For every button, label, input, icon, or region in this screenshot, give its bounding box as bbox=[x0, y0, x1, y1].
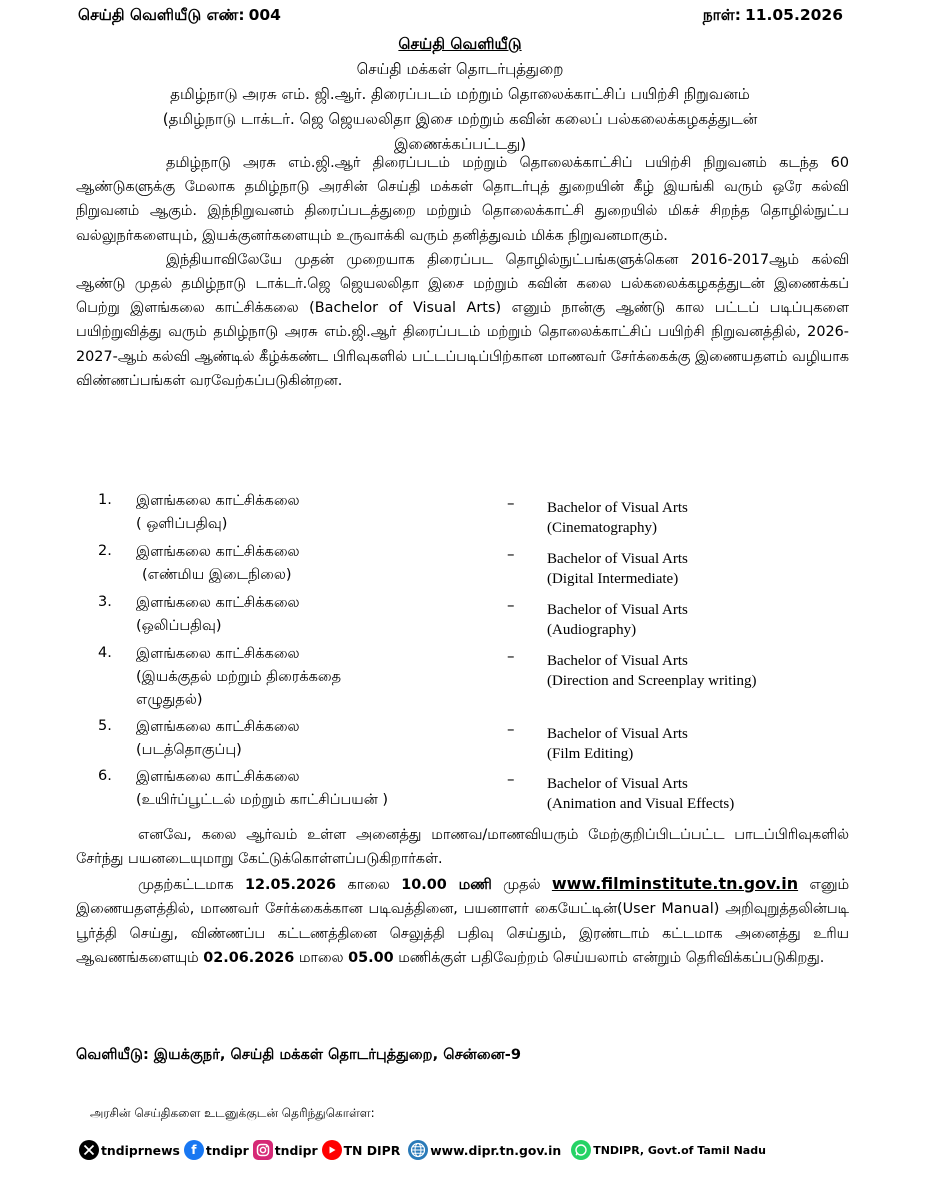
course-english-name: Bachelor of Visual Arts bbox=[547, 602, 688, 618]
social-link-website[interactable] bbox=[408, 1140, 561, 1160]
course-tamil-specialization: (எண்மிய இடைநிலை) bbox=[142, 567, 292, 583]
social-label: www.dipr.tn.gov.in bbox=[430, 1142, 562, 1158]
course-english-name: Bachelor of Visual Arts bbox=[547, 776, 688, 792]
course-separator: – bbox=[507, 596, 515, 614]
schedule-text: மணிக்குள் பதிவேற்றம் செய்யலாம் என்றும் தெரிவிக்கப்படுகிறது. bbox=[398, 950, 825, 967]
paragraph-intro: தமிழ்நாடு அரசு எம்.ஜி.ஆர் திரைப்படம் மற்றும் தொலைக்காட்சிப் பயிற்சி நிறுவனம் கடந்த 60 ஆண்டுகளுக்கு மேலாக தமிழ்நாடு அரசின் செய்தி மக்கள் தொடர்புத் துறையின் கீழ் இயங்கி வரும் ஒரே கல்வி நிறுவனம் ஆகும். இந்நிறுவனம் திரைப்படத்துறை மற்றும் தொலைக்காட்சி துறையில் மிகச் சிறந்த தொழில்நுட்ப வல்லுநர்களையும், இயக்குனர்களையும் உருவாக்கி வரும் தனித்துவம் மிக்க நிறுவனமாகும். bbox=[76, 155, 849, 244]
title-block bbox=[60, 32, 860, 157]
course-tamil-name: இளங்கலை காட்சிக்கலை bbox=[136, 646, 300, 662]
schedule-text: முதற்கட்டமாக bbox=[138, 876, 234, 893]
course-separator: – bbox=[507, 720, 515, 738]
social-link-x[interactable] bbox=[79, 1140, 180, 1160]
social-link-facebook[interactable] bbox=[184, 1140, 249, 1160]
course-english-name: Bachelor of Visual Arts bbox=[547, 500, 688, 516]
course-separator: – bbox=[507, 545, 515, 563]
social-label: tndipr bbox=[205, 1142, 249, 1158]
course-separator: – bbox=[507, 647, 515, 665]
schedule-text: காலை bbox=[347, 876, 390, 893]
document-heading: செய்தி வெளியீடு bbox=[398, 35, 522, 53]
affiliation-text: (தமிழ்நாடு டாக்டர். ஜெ ஜெயலலிதா இசை மற்றும் கவின் கலைப் பல்கலைக்கழகத்துடன் இணைக்கப்பட்டது) bbox=[162, 110, 758, 153]
body-text bbox=[76, 151, 849, 393]
social-label: tndiprnews bbox=[101, 1142, 180, 1158]
release-date-value: 11.05.2026 bbox=[744, 6, 843, 24]
institute-name: தமிழ்நாடு அரசு எம். ஜி.ஆர். திரைப்படம் மற்றும் தொலைக்காட்சிப் பயிற்சி நிறுவனம் bbox=[170, 85, 750, 103]
course-number: 5. bbox=[98, 718, 112, 734]
youtube-icon bbox=[322, 1140, 342, 1160]
course-number: 1. bbox=[98, 492, 112, 508]
course-tamil-name: இளங்கலை காட்சிக்கலை bbox=[136, 719, 300, 735]
facebook-icon: f bbox=[184, 1140, 204, 1160]
course-separator: – bbox=[507, 770, 515, 788]
course-english-name: Bachelor of Visual Arts bbox=[547, 653, 688, 669]
course-english-specialization: (Direction and Screenplay writing) bbox=[547, 673, 757, 689]
x-icon bbox=[79, 1140, 99, 1160]
whatsapp-icon bbox=[571, 1140, 591, 1160]
schedule-text: முதல் bbox=[503, 876, 541, 893]
social-label: TNDIPR, Govt.of Tamil Nadu bbox=[593, 1143, 766, 1157]
course-tamil-specialization: (படத்தொகுப்பு) bbox=[136, 742, 242, 758]
schedule-text: மாலை bbox=[298, 950, 344, 967]
start-time: 10.00 மணி bbox=[401, 876, 492, 893]
course-number: 3. bbox=[98, 594, 112, 610]
course-tamil-specialization: ( ஒளிப்பதிவு) bbox=[136, 516, 228, 532]
release-number-value: 004 bbox=[248, 6, 281, 24]
course-tamil-name: இளங்கலை காட்சிக்கலை bbox=[136, 769, 300, 785]
course-english-specialization: (Animation and Visual Effects) bbox=[547, 796, 735, 812]
course-number: 2. bbox=[98, 543, 112, 559]
course-number: 6. bbox=[98, 768, 112, 784]
department-name: செய்தி மக்கள் தொடர்புத்துறை bbox=[356, 60, 564, 78]
course-tamil-specialization-cont: எழுதுதல்) bbox=[136, 692, 203, 708]
release-number bbox=[78, 6, 285, 26]
social-media-bar bbox=[79, 1137, 770, 1163]
start-date: 12.05.2026 bbox=[245, 876, 337, 893]
release-header bbox=[78, 6, 847, 30]
course-tamil-specialization: (இயக்குதல் மற்றும் திரைக்கதை bbox=[136, 669, 342, 685]
website-link[interactable]: www.filminstitute.tn.gov.in bbox=[551, 873, 799, 893]
course-english-specialization: (Cinematography) bbox=[547, 520, 657, 536]
social-link-whatsapp[interactable] bbox=[571, 1140, 766, 1160]
course-tamil-name: இளங்கலை காட்சிக்கலை bbox=[136, 493, 300, 509]
social-link-youtube[interactable] bbox=[322, 1140, 401, 1160]
release-date bbox=[703, 6, 847, 26]
social-label: tndipr bbox=[274, 1142, 318, 1158]
course-tamil-specialization: (ஒலிப்பதிவு) bbox=[136, 618, 222, 634]
course-english-specialization: (Digital Intermediate) bbox=[547, 571, 679, 587]
paragraph-courses-intro: இந்தியாவிலேயே முதன் முறையாக திரைப்பட தொழில்நுட்பங்களுக்கென 2016-2017ஆம் கல்வி ஆண்டு முதல் தமிழ்நாடு டாக்டர்.ஜெ ஜெயலலிதா இசை மற்றும் கவின் கலை பல்கலைக்கழகத்துடன் இணைக்கப் பெற்று இளங்கலை காட்சிக்கலை (Bachelor of Visual Arts) எனும் நான்கு ஆண்டு கால பட்டப் படிப்புகளை பயிற்றுவித்து வரும் தமிழ்நாடு அரசு எம்.ஜி.ஆர் திரைப்படம் மற்றும் தொலைக்காட்சிப் பயிற்சி நிறுவனத்தில், 2026-2027-ஆம் கல்வி ஆண்டில் கீழ்க்கண்ட பிரிவுகளில் பட்டப்படிப்பிற்கான மாணவர் சேர்க்கைக்கு இணையதளம் வழியாக விண்ணப்பங்கள் வரவேற்கப்படுகின்றன. bbox=[76, 251, 849, 389]
release-number-label: செய்தி வெளியீடு எண்: bbox=[78, 6, 245, 24]
end-time: 05.00 bbox=[348, 950, 394, 967]
end-date: 02.06.2026 bbox=[203, 950, 295, 967]
course-tamil-name: இளங்கலை காட்சிக்கலை bbox=[136, 544, 300, 560]
instagram-icon bbox=[253, 1140, 273, 1160]
course-separator: – bbox=[507, 494, 515, 512]
release-date-label: நாள்: bbox=[702, 6, 741, 24]
closing-text bbox=[76, 823, 849, 970]
course-english-specialization: (Audiography) bbox=[547, 622, 637, 638]
course-tamil-name: இளங்கலை காட்சிக்கலை bbox=[136, 595, 300, 611]
social-label: TN DIPR bbox=[343, 1142, 401, 1158]
course-english-specialization: (Film Editing) bbox=[547, 746, 634, 762]
course-english-name: Bachelor of Visual Arts bbox=[547, 551, 688, 567]
schedule-text: எனும் இணையதளத்தில், மாணவர் சேர்க்கைக்கான படிவத்தினை, பயனாளர் கையேட்டின்(User Manual) அறிவுறுத்தலின்படி பூர்த்தி செய்து, விண்ணப்ப கட்டணத்தினை செலுத்தி பதிவு செய்தும், இரண்டாம் கட்டமாக அனைத்து உரிய ஆவணங்களையும் bbox=[76, 876, 850, 967]
paragraph-application-schedule bbox=[76, 872, 849, 971]
subscribe-prompt: அரசின் செய்திகளை உடனுக்குடன் தெரிந்துகொள்ள: bbox=[90, 1106, 375, 1120]
paragraph-invitation: எனவே, கலை ஆர்வம் உள்ள அனைத்து மாணவ/மாணவியரும் மேற்குறிப்பிடப்பட்ட பாடப்பிரிவுகளில் சேர்ந்து பயனடையுமாறு கேட்டுக்கொள்ளப்படுகிறார்கள். bbox=[76, 827, 849, 868]
release-authority: வெளியீடு: இயக்குநர், செய்தி மக்கள் தொடர்புத்துறை, சென்னை-9 bbox=[76, 1046, 521, 1063]
social-link-instagram[interactable] bbox=[253, 1140, 318, 1160]
course-tamil-specialization: (உயிர்ப்பூட்டல் மற்றும் காட்சிப்பயன் ) bbox=[136, 792, 389, 808]
course-number: 4. bbox=[98, 645, 112, 661]
globe-icon bbox=[408, 1140, 428, 1160]
course-english-name: Bachelor of Visual Arts bbox=[547, 726, 688, 742]
